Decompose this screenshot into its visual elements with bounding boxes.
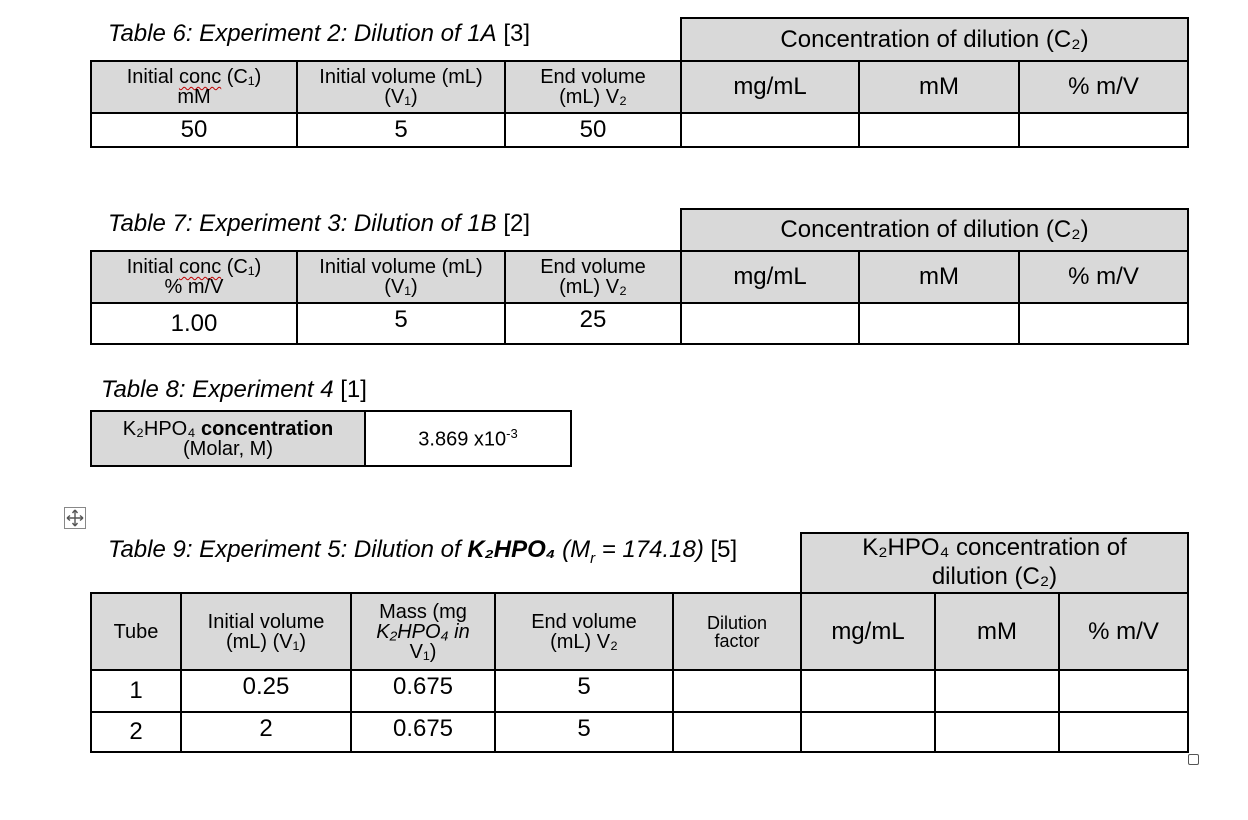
- table9-cell[interactable]: [673, 670, 801, 712]
- table6-header-initial-volume: Initial volume (mL) (V₁): [319, 66, 483, 108]
- table6-cell[interactable]: 5: [394, 116, 408, 143]
- table9-cell[interactable]: [935, 712, 1059, 752]
- table9-cell[interactable]: [673, 712, 801, 752]
- table7-cell[interactable]: [859, 303, 1019, 345]
- table6-cell[interactable]: [859, 113, 1019, 147]
- table9-cell[interactable]: [935, 670, 1059, 712]
- table7-header-end-volume: End volume (mL) V₂: [540, 256, 646, 298]
- table7-cell[interactable]: [681, 303, 859, 345]
- table7-header-mgml: mg/mL: [733, 263, 807, 290]
- table6-conc-header-text: Concentration of dilution (C₂): [780, 25, 1089, 53]
- table9-conc-header: K₂HPO₄ concentration of dilution (C₂): [801, 533, 1188, 593]
- table6-caption-marks: [3]: [503, 20, 531, 47]
- table8-label-unit: (Molar, M): [183, 437, 273, 460]
- table9-cell[interactable]: [1059, 670, 1188, 712]
- table9-cell[interactable]: 0.25: [242, 673, 290, 700]
- table7-caption: [108, 210, 530, 238]
- table7-header-initial-conc: Initial conc (C₁) % m/V: [126, 256, 262, 298]
- table6-cell[interactable]: 50: [180, 116, 208, 143]
- table-move-handle[interactable]: [64, 507, 86, 529]
- table9-header-mm: mM: [977, 617, 1017, 645]
- table9-header-initial-volume: Initial volume (mL) (V₁): [207, 610, 325, 653]
- table9-caption-marks: [5]: [710, 536, 738, 563]
- table7-cell[interactable]: 1.00: [170, 310, 218, 337]
- table8-caption-label: Table 8: Experiment 4: [101, 376, 334, 403]
- table9-cell[interactable]: 0.675: [392, 715, 454, 742]
- table7-cell[interactable]: [1019, 303, 1188, 345]
- table7-caption-label: Table 7: Experiment 3: Dilution of 1B: [108, 210, 497, 237]
- table6-cell[interactable]: 50: [579, 116, 607, 143]
- table9-header-mass: Mass (mg K₂HPO₄ in V₁): [376, 600, 470, 663]
- spelling-flag[interactable]: conc: [178, 66, 222, 88]
- table6-header-pct: % m/V: [1068, 73, 1139, 100]
- table9-cell[interactable]: 2: [259, 715, 273, 742]
- table7-conc-header-text: Concentration of dilution (C₂): [780, 216, 1089, 243]
- table9-header-end-volume: End volume (mL) V₂: [531, 610, 637, 653]
- table-resize-handle[interactable]: [1188, 754, 1199, 765]
- table9-header-tube: Tube: [113, 620, 159, 643]
- table9-header-dilution-factor: Dilution factor: [706, 612, 768, 651]
- table8-compound: K₂HPO₄: [122, 417, 196, 440]
- table9-caption-compound: K₂HPO₄: [467, 536, 556, 563]
- table7-caption-marks: [2]: [503, 210, 531, 237]
- table7-cell[interactable]: 5: [394, 306, 408, 333]
- table6-caption-label: Table 6: Experiment 2: Dilution of 1A: [108, 20, 497, 47]
- table9-cell[interactable]: [1059, 712, 1188, 752]
- table8-caption: [101, 376, 367, 404]
- table6-cell[interactable]: [681, 113, 859, 147]
- table7-cell[interactable]: 25: [579, 306, 607, 333]
- table6-conc-header: [681, 18, 1188, 61]
- table7-header-initial-volume: Initial volume (mL) (V₁): [319, 256, 483, 298]
- table9-cell[interactable]: 2: [129, 718, 143, 745]
- table9-header-mgml: mg/mL: [831, 617, 905, 645]
- table9-cell[interactable]: 0.675: [392, 673, 454, 700]
- table8-caption-marks: [1]: [340, 376, 367, 403]
- table6-caption: [108, 20, 530, 48]
- move-cross-icon: [66, 509, 84, 527]
- table8-value-cell[interactable]: 3.869 $x10^{-3}$: [418, 426, 518, 451]
- table8-label-cell: [91, 411, 365, 466]
- table7-header-mm: mM: [919, 263, 959, 290]
- table9-cell[interactable]: 5: [577, 715, 591, 742]
- table9-cell[interactable]: [801, 670, 935, 712]
- table9-cell[interactable]: 1: [129, 677, 143, 704]
- table6-header-mm: mM: [919, 73, 959, 100]
- table6-header-end-volume: End volume (mL) V₂: [540, 66, 646, 108]
- table6-cell[interactable]: [1019, 113, 1188, 147]
- table9-cell[interactable]: 5: [577, 673, 591, 700]
- table8-label-bold: concentration: [195, 417, 334, 440]
- table9-cell[interactable]: [801, 712, 935, 752]
- spelling-flag[interactable]: conc: [178, 256, 222, 278]
- table9-header-pct: % m/V: [1088, 617, 1159, 645]
- table9-caption-label: Table 9: Experiment 5: Dilution of: [108, 536, 468, 563]
- table9-caption: Table 9: Experiment 5: Dilution of K₂HPO₄ $(M_r = 174.18)$ [5]: [108, 536, 738, 567]
- table6-header-mgml: mg/mL: [733, 73, 807, 100]
- table7-conc-header: [681, 209, 1188, 251]
- table6-header-initial-conc: Initial conc (C₁) mM: [126, 66, 262, 108]
- table7-header-pct: % m/V: [1068, 263, 1139, 290]
